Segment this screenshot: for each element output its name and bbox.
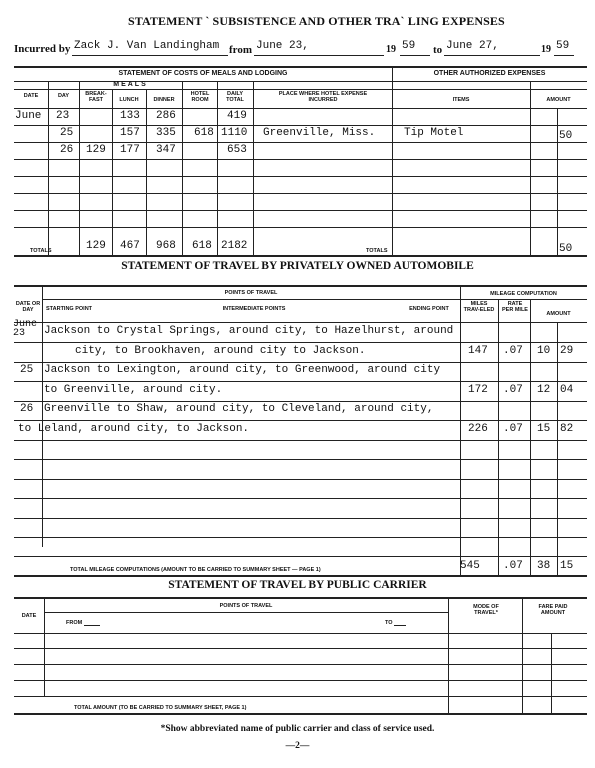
totals-label: TOTALS (30, 248, 52, 254)
carrier-col-to: TO (385, 620, 393, 626)
auto-line6-miles: 226 (468, 423, 488, 435)
row2-lunch: 157 (120, 127, 140, 139)
auto-line1-text: Jackson to Crystal Springs, around city, to Hazelhurst, around (44, 325, 454, 337)
auto-col-miles: MILES TRAV-ELED (463, 301, 495, 313)
page-title: STATEMENT ` SUBSISTENCE AND OTHER TRA` LING EXPENSES (128, 14, 505, 28)
page-number: —2— (285, 741, 310, 751)
total-lunch: 467 (120, 240, 140, 252)
meals-section-title: STATEMENT OF COSTS OF MEALS AND LODGING (118, 70, 288, 77)
auto-col-date: DATE OR DAY (15, 301, 41, 313)
auto-col-intermediate: INTERMEDIATE POINTS (222, 306, 286, 312)
row2-amount: 50 (559, 130, 573, 142)
other-total-amount: 50 (559, 243, 573, 255)
auto-points-of-travel: POINTS OF TRAVEL (224, 290, 278, 296)
row3-day: 26 (60, 144, 74, 156)
auto-section-title: STATEMENT OF TRAVEL BY PRIVATELY OWNED AUTOMOBILE (121, 260, 474, 272)
auto-line2-text: city, to Brookhaven, around city to Jackson. (75, 345, 366, 357)
col-day: DAY (57, 93, 70, 99)
auto-line6-text: to Leland, around city, to Jackson. (18, 423, 250, 435)
auto-line2-cents: 29 (560, 345, 574, 357)
col-items: ITEMS (452, 97, 470, 103)
total-breakfast: 129 (86, 240, 106, 252)
auto-total-miles: 545 (460, 560, 480, 572)
carrier-col-mode: MODE OF TRAVEL* (473, 604, 499, 616)
row3-lunch: 177 (120, 144, 140, 156)
auto-line4-cents: 04 (560, 384, 574, 396)
auto-total-rate: .07 (503, 560, 523, 572)
to-label: to (433, 44, 443, 56)
row3-breakfast: 129 (86, 144, 106, 156)
year-prefix-2: 19 (541, 44, 551, 55)
auto-col-rate: RATE PER MILE (502, 301, 528, 313)
row1-day: 23 (56, 110, 70, 122)
from-date: June 23, (256, 40, 309, 52)
incurred-by-label: Incurred by (14, 43, 71, 55)
other-totals-label: TOTALS (366, 248, 388, 254)
col-lunch: LUNCH (119, 97, 139, 103)
col-dinner: DINNER (153, 97, 175, 103)
row1-date: June (15, 110, 42, 122)
row2-place: Greenville, Miss. (263, 127, 376, 139)
col-place: PLACE WHERE HOTEL EXPENSE INCURRED (278, 91, 368, 103)
auto-line4-text: to Greenville, around city. (44, 384, 223, 396)
col-amount: AMOUNT (546, 97, 571, 103)
row2-hotel: 618 (194, 127, 214, 139)
row2-item: Tip Motel (404, 127, 464, 139)
auto-line5-day: 26 (20, 403, 34, 415)
total-dinner: 968 (156, 240, 176, 252)
auto-line6-dollars: 15 (537, 423, 551, 435)
col-breakfast: BREAK-FAST (85, 91, 107, 103)
auto-line5-text: Greenville to Shaw, around city, to Cleveland, around city, (44, 403, 434, 415)
year-prefix-1: 19 (386, 44, 396, 55)
auto-mileage-computation: MILEAGE COMPUTATION (490, 291, 557, 297)
footnote: *Show abbreviated name of public carrier and class of service used. (160, 724, 435, 734)
carrier-col-fare: FARE PAID AMOUNT (538, 604, 568, 616)
auto-line4-miles: 172 (468, 384, 488, 396)
auto-line2-rate: .07 (503, 345, 523, 357)
col-date: DATE (23, 93, 39, 99)
auto-col-ending: ENDING POINT (409, 306, 449, 312)
total-hotel: 618 (192, 240, 212, 252)
from-label: from (229, 44, 253, 56)
carrier-points-of-travel: POINTS OF TRAVEL (219, 603, 273, 609)
row2-daily: 1110 (221, 127, 248, 139)
auto-total-cents: 15 (560, 560, 574, 572)
col-daily-total: DAILY TOTAL (226, 91, 244, 103)
auto-line4-dollars: 12 (537, 384, 551, 396)
carrier-section-title: STATEMENT OF TRAVEL BY PUBLIC CARRIER (168, 579, 427, 591)
row3-dinner: 347 (156, 144, 176, 156)
row1-lunch: 133 (120, 110, 140, 122)
auto-col-amount: AMOUNT (546, 311, 571, 317)
other-expenses-title: OTHER AUTHORIZED EXPENSES (433, 70, 546, 77)
row2-dinner: 335 (156, 127, 176, 139)
to-date: June 27, (446, 40, 499, 52)
row1-daily: 419 (227, 110, 247, 122)
year-1: 59 (402, 40, 416, 52)
row1-dinner: 286 (156, 110, 176, 122)
row2-day: 25 (60, 127, 74, 139)
auto-line3-text: Jackson to Lexington, around city, to Greenwood, around city (44, 364, 441, 376)
year-2: 59 (556, 40, 570, 52)
auto-col-starting: STARTING POINT (46, 306, 93, 312)
col-hotel: HOTEL ROOM (190, 91, 210, 103)
row3-daily: 653 (227, 144, 247, 156)
total-daily: 2182 (221, 240, 248, 252)
auto-line6-rate: .07 (503, 423, 523, 435)
auto-line4-rate: .07 (503, 384, 523, 396)
auto-line1-day: June 23 (13, 319, 38, 339)
incurred-by-value: Zack J. Van Landingham (74, 40, 220, 52)
auto-line3-day: 25 (20, 364, 34, 376)
auto-total-dollars: 38 (537, 560, 551, 572)
carrier-total-label: TOTAL AMOUNT (TO BE CARRIED TO SUMMARY SHEET, PAGE 1) (74, 705, 247, 711)
auto-line6-cents: 82 (560, 423, 574, 435)
auto-total-label: TOTAL MILEAGE COMPUTATIONS (AMOUNT TO BE CARRIED TO SUMMARY SHEET — PAGE 1) (70, 567, 321, 573)
auto-line2-miles: 147 (468, 345, 488, 357)
auto-line2-dollars: 10 (537, 345, 551, 357)
carrier-col-date: DATE (21, 613, 37, 619)
col-meals: MEALS (113, 81, 148, 88)
carrier-col-from: FROM (66, 620, 83, 626)
